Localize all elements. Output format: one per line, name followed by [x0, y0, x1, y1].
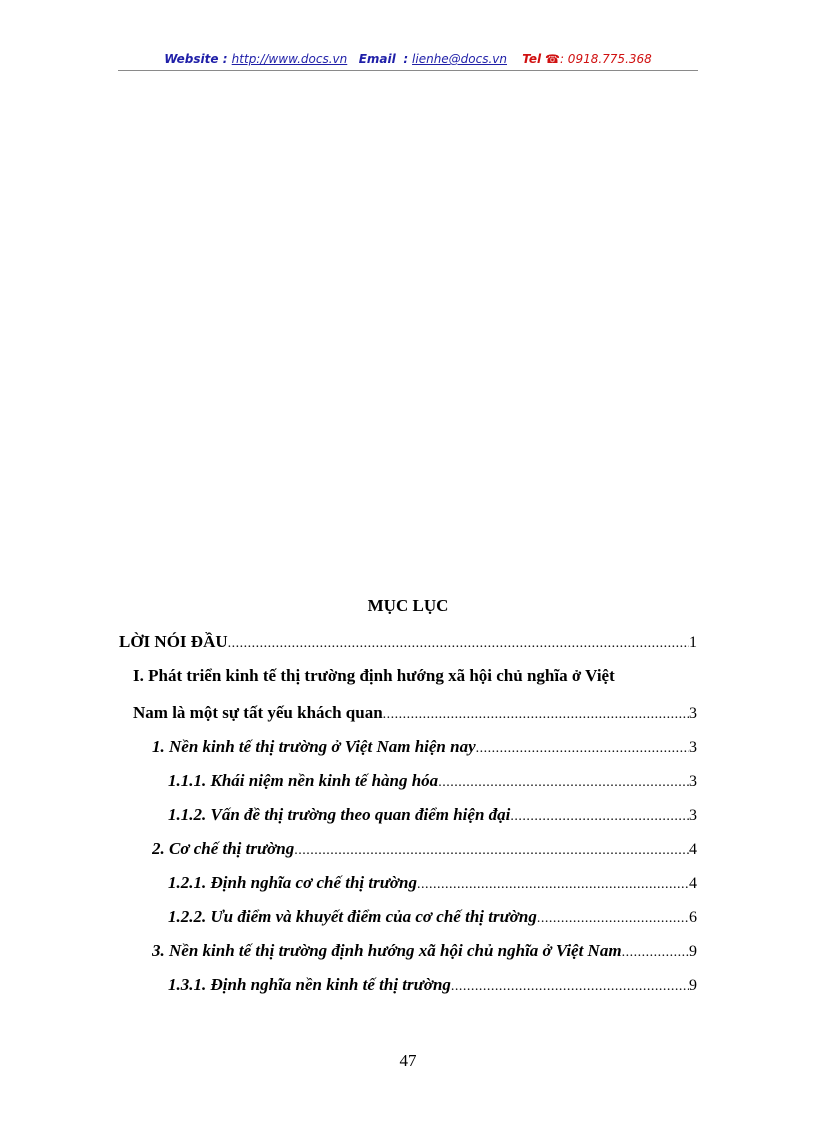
toc-dot-leader — [537, 911, 689, 927]
toc-entry-label: 1.1.1. Khái niệm nền kinh tế hàng hóa — [168, 771, 439, 790]
toc-entry-label: 3. Nền kinh tế thị trường định hướng xã hội chủ nghĩa ở Việt Nam — [152, 941, 622, 960]
toc-entry-label: 1.2.1. Định nghĩa cơ chế thị trường — [168, 873, 418, 892]
email-link[interactable]: lienhe@docs.vn — [412, 52, 508, 66]
toc-entry-page: 4 — [689, 841, 697, 858]
toc-entry[interactable] — [168, 907, 697, 927]
toc-dot-leader — [476, 741, 689, 757]
page-header: Website : http://www.docs.vn Email : lienhe@docs.vn Tel ☎: 0918.775.368 — [118, 50, 698, 71]
toc-entry[interactable] — [152, 737, 697, 757]
phone-icon: ☎ — [545, 52, 560, 66]
toc-entry-label: Nam là một sự tất yếu khách quan — [133, 703, 383, 722]
toc-dot-leader — [383, 707, 689, 723]
toc-entry[interactable] — [168, 771, 697, 791]
toc-dot-leader — [451, 979, 689, 995]
toc-entry-label: 1.3.1. Định nghĩa nền kinh tế thị trường — [168, 975, 451, 994]
toc-entry-label: 1.1.2. Vấn đề thị trường theo quan điểm hiện đại — [168, 805, 511, 824]
toc-entry-page: 3 — [689, 807, 697, 824]
toc-entry-page: 3 — [689, 705, 697, 722]
toc-entry-label: 1. Nền kinh tế thị trường ở Việt Nam hiện nay — [152, 737, 476, 756]
email-label: Email — [358, 52, 396, 66]
toc-entry-label: I. Phát triển kinh tế thị trường định hướng xã hội chủ nghĩa ở Việt — [133, 666, 615, 685]
toc-dot-leader — [622, 945, 689, 961]
toc-dot-leader — [228, 636, 689, 652]
toc-dot-leader — [417, 877, 689, 893]
website-link[interactable]: http://www.docs.vn — [231, 52, 348, 66]
toc-dot-leader — [510, 809, 689, 825]
toc-entry-label: 2. Cơ chế thị trường — [152, 839, 295, 858]
toc-entry-page: 1 — [689, 634, 697, 651]
toc-title: MỤC LỤC — [367, 596, 449, 615]
toc-entry-label: 1.2.2. Ưu điểm và khuyết điểm của cơ chế thị trường — [168, 907, 537, 926]
toc-entry[interactable] — [168, 873, 697, 893]
toc-entry-page: 3 — [689, 739, 697, 756]
tel-label: Tel — [522, 52, 542, 66]
toc-entry[interactable] — [168, 805, 697, 825]
toc-entry-page: 6 — [689, 909, 697, 926]
toc-entry-label: LỜI NÓI ĐẦU — [119, 632, 228, 651]
toc-entry-page: 9 — [689, 943, 697, 960]
page-number: 47 — [399, 1051, 417, 1070]
toc-dot-leader — [294, 843, 689, 859]
website-label: Website : — [164, 52, 232, 66]
toc-entry-page: 3 — [689, 773, 697, 790]
toc-entry-page: 4 — [689, 875, 697, 892]
toc-entry[interactable] — [119, 632, 697, 652]
toc-entry-page: 9 — [689, 977, 697, 994]
toc-entry[interactable] — [152, 941, 697, 961]
toc-dot-leader — [438, 775, 689, 791]
toc-entry[interactable] — [133, 666, 615, 686]
tel-value: : 0918.775.368 — [559, 52, 652, 66]
toc-entry[interactable] — [168, 975, 697, 995]
toc-entry[interactable] — [152, 839, 697, 859]
toc-entry[interactable] — [133, 703, 697, 723]
